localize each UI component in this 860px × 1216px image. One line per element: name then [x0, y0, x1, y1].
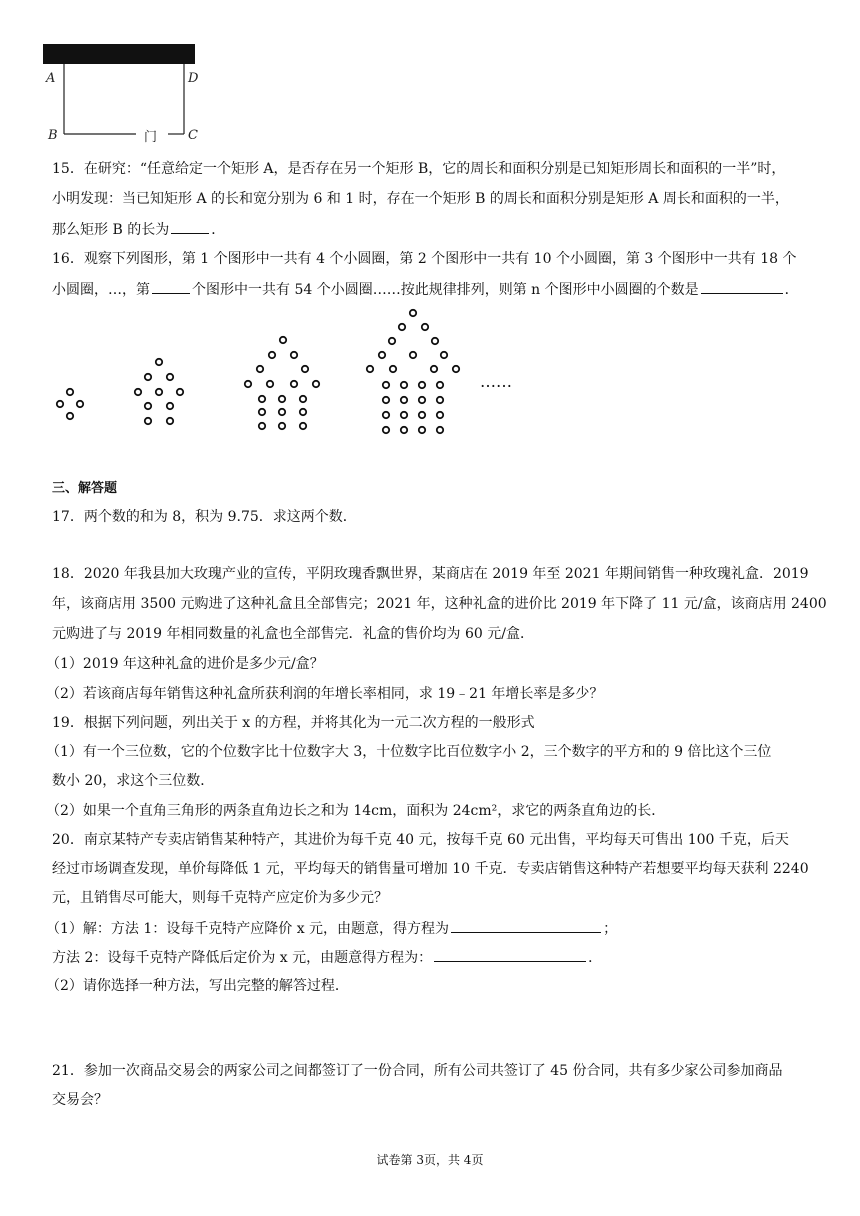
small-circle [259, 409, 265, 415]
q16-blank-1[interactable] [152, 279, 190, 294]
pattern-figure-1 [57, 389, 83, 419]
small-circle [57, 401, 63, 407]
small-circle [259, 423, 265, 429]
small-circle [432, 338, 438, 344]
q15-answer-blank[interactable] [171, 219, 209, 234]
small-circle [291, 352, 297, 358]
small-circle [379, 352, 385, 358]
pattern-figure-4 [367, 310, 459, 433]
q15-line2: 小明发现：当已知矩形 A 的长和宽分别为 6 和 1 时，存在一个矩形 B 的周长和面积分别是矩形 A 周长和面积的一半， [52, 191, 789, 207]
q16-line2-c: ． [784, 282, 799, 298]
small-circle [410, 352, 416, 358]
small-circle [267, 381, 273, 387]
small-circle [437, 427, 443, 433]
small-circle [453, 366, 459, 372]
q20-method1 [46, 918, 617, 939]
small-circle [437, 397, 443, 403]
small-circle [67, 413, 73, 419]
small-circle [300, 409, 306, 415]
label-c: C [188, 128, 198, 143]
small-circle [389, 338, 395, 344]
small-circle [437, 382, 443, 388]
small-circle [280, 337, 286, 343]
small-circle [419, 382, 425, 388]
small-circle [401, 412, 407, 418]
q21-line2: 交易会？ [52, 1092, 108, 1108]
q16-blank-2[interactable] [701, 279, 783, 294]
q18-sub1: （1）2019 年这种礼盒的进价是多少元/盒？ [46, 656, 324, 672]
q21-line1: 21．参加一次商品交易会的两家公司之间都签订了一份合同，所有公司共签订了 45 份合同，共有多少家公司参加商品 [52, 1063, 783, 1079]
small-circle [300, 423, 306, 429]
q18-line3: 元购进了与 2019 年相同数量的礼盒也全部售完．礼盒的售价均为 60 元/盒． [52, 626, 534, 642]
small-circle [401, 427, 407, 433]
q20-method1-blank[interactable] [451, 918, 601, 933]
small-circle [279, 423, 285, 429]
small-circle [390, 366, 396, 372]
q16-line2-a: 小圆圈，…，第 [52, 282, 150, 298]
small-circle [419, 397, 425, 403]
circle-patterns [52, 305, 552, 435]
small-circle [257, 366, 263, 372]
pattern-figure-3 [245, 337, 319, 429]
small-circle [401, 397, 407, 403]
q20-sub2: （2）请你选择一种方法，写出完整的解答过程． [46, 978, 349, 994]
label-d: D [188, 71, 199, 86]
pattern-figure-2 [135, 359, 183, 424]
q16-line2-b: 个图形中一共有 54 个小圆圈……按此规律排列，则第 n 个图形中小圆圈的个数是 [192, 282, 699, 298]
q20-method2-blank[interactable] [434, 947, 586, 962]
q20-line3: 元，且销售尽可能大，则每千克特产应定价为多少元？ [52, 890, 388, 906]
small-circle [135, 389, 141, 395]
q18-line1: 18．2020 年我县加大玫瑰产业的宣传，平阴玫瑰香飘世界，某商店在 2019 年至 2021 年期间销售一种玫瑰礼盒．2019 [52, 566, 809, 582]
small-circle [259, 396, 265, 402]
small-circle [245, 381, 251, 387]
small-circle [167, 403, 173, 409]
q16-line2 [52, 279, 799, 300]
q20-method2-post: ． [588, 950, 603, 966]
q15-line3-post: ． [211, 222, 226, 238]
small-circle [67, 389, 73, 395]
small-circle [300, 396, 306, 402]
q20-line2: 经过市场调查发现，单价每降低 1 元，平均每天的销售量可增加 10 千克．专卖店销售这种特产若想要平均每天获利 2240 [52, 861, 809, 877]
q19-sub1-line1: （1）有一个三位数，它的个位数字比十位数字大 3，十位数字比百位数字小 2，三个数字的平方和的 9 倍比这个三位 [46, 744, 772, 760]
pattern-ellipsis: …… [480, 372, 512, 391]
wall-bar [43, 44, 195, 64]
q18-sub2: （2）若该商店每年销售这种礼盒所获利润的年增长率相同，求 19﹣21 年增长率是多少？ [46, 686, 604, 702]
small-circle [291, 381, 297, 387]
small-circle [383, 382, 389, 388]
small-circle [383, 397, 389, 403]
small-circle [77, 401, 83, 407]
small-circle [383, 412, 389, 418]
q19-sub1-line2: 数小 20，求这个三位数． [52, 773, 215, 789]
small-circle [383, 427, 389, 433]
small-circle [437, 412, 443, 418]
q15-line1: 15．在研究：“任意给定一个矩形 A，是否存在另一个矩形 B，它的周长和面积分别是已知矩形周长和面积的一半”时， [52, 161, 786, 177]
q20-method2-pre: 方法 2：设每千克特产降低后定价为 x 元，由题意得方程为： [52, 950, 433, 966]
small-circle [269, 352, 275, 358]
q20-method1-post: ； [603, 921, 618, 937]
q19-line1: 19．根据下列问题，列出关于 x 的方程，并将其化为一元二次方程的一般形式 [52, 715, 535, 731]
small-circle [441, 352, 447, 358]
small-circle [145, 418, 151, 424]
q16-line1: 16．观察下列图形，第 1 个图形中一共有 4 个小圆圈，第 2 个图形中一共有 10 个小圆圈，第 3 个图形中一共有 18 个 [52, 251, 797, 267]
rectangle-figure [40, 40, 240, 150]
q18-line2: 年，该商店用 3500 元购进了这种礼盒且全部售完；2021 年，这种礼盒的进价比 2019 年下降了 11 元/盒，该商店用 2400 [52, 596, 827, 612]
q20-line1: 20．南京某特产专卖店销售某种特产，其进价为每千克 40 元，按每千克 60 元出售，平均每天可售出 100 千克，后天 [52, 832, 789, 848]
label-a: A [46, 71, 56, 86]
small-circle [167, 374, 173, 380]
q17-text: 17．两个数的和为 8，积为 9.75．求这两个数． [52, 509, 357, 525]
q19-sub2: （2）如果一个直角三角形的两条直角边长之和为 14cm，面积为 24cm²，求它的两条直角边的长． [46, 803, 666, 819]
page-footer: 试卷第 3页，共 4页 [376, 1153, 484, 1167]
small-circle [177, 389, 183, 395]
small-circle [279, 409, 285, 415]
section-heading: 三、解答题 [52, 481, 118, 496]
small-circle [145, 374, 151, 380]
small-circle [399, 324, 405, 330]
small-circle [401, 382, 407, 388]
small-circle [313, 381, 319, 387]
q20-method2 [52, 947, 602, 968]
small-circle [419, 427, 425, 433]
label-b: B [48, 128, 58, 143]
small-circle [410, 310, 416, 316]
q15-line3 [52, 219, 225, 240]
label-door: 门 [144, 130, 158, 145]
small-circle [302, 366, 308, 372]
small-circle [419, 412, 425, 418]
small-circle [422, 324, 428, 330]
small-circle [156, 389, 162, 395]
small-circle [279, 396, 285, 402]
small-circle [431, 366, 437, 372]
small-circle [145, 403, 151, 409]
small-circle [167, 418, 173, 424]
q20-method1-pre: （1）解：方法 1：设每千克特产应降价 x 元，由题意，得方程为 [46, 921, 450, 937]
q15-line3-pre: 那么矩形 B 的长为 [52, 222, 170, 238]
small-circle [156, 359, 162, 365]
small-circle [367, 366, 373, 372]
